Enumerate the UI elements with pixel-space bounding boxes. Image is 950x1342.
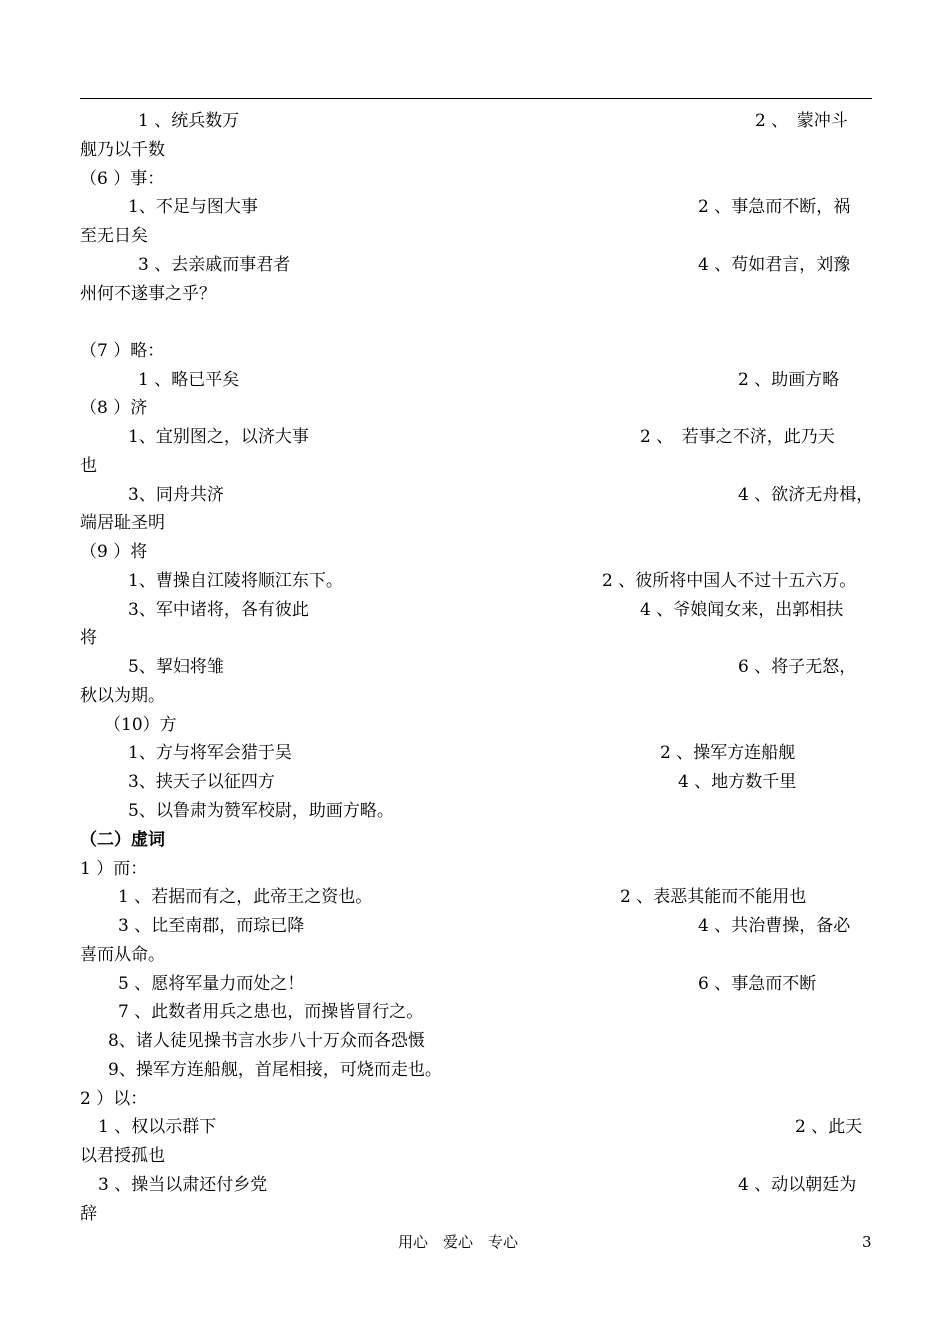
text-line: 也 xyxy=(80,456,97,476)
text-line: 以君授孤也 xyxy=(80,1146,165,1166)
section-heading: （8 ）济 xyxy=(80,398,148,418)
text-line: 2 、事急而不断，祸 xyxy=(698,197,851,217)
section-heading: （10）方 xyxy=(104,715,177,735)
text-line: 6 、事急而不断 xyxy=(698,974,817,994)
text-line: 端居耻圣明 xyxy=(80,513,165,533)
text-line: 1、宜别图之，以济大事 xyxy=(128,427,309,447)
text-line: 1、不足与图大事 xyxy=(128,197,258,217)
text-line: 2 、操军方连船舰 xyxy=(660,743,796,763)
text-line: 3、挟天子以征四方 xyxy=(128,772,275,792)
text-line: 5 、愿将军量力而处之！ xyxy=(118,974,305,994)
text-line: 秋以为期。 xyxy=(80,686,165,706)
text-line: 2 、 蒙冲斗 xyxy=(755,111,848,131)
text-line: 2 、表恶其能而不能用也 xyxy=(620,887,807,907)
text-line: 1 、若据而有之，此帝王之资也。 xyxy=(118,887,373,907)
text-line: 4 、苟如君言，刘豫 xyxy=(698,255,851,275)
section-heading: （二）虚词 xyxy=(80,830,165,850)
text-line: 舰乃以千数 xyxy=(80,140,165,160)
text-line: 将 xyxy=(80,628,97,648)
text-line: 3 、去亲戚而事君者 xyxy=(138,255,291,275)
footer-motto: 用心 爱心 专心 xyxy=(398,1233,519,1251)
section-heading: （6 ）事： xyxy=(80,169,165,189)
section-heading: （9 ）将 xyxy=(80,542,148,562)
text-line: 4 、地方数千里 xyxy=(678,772,797,792)
page-number: 3 xyxy=(862,1233,872,1251)
text-line: 2 、彼所将中国人不过十五六万。 xyxy=(602,571,857,591)
text-line: 9、操军方连船舰，首尾相接，可烧而走也。 xyxy=(108,1060,442,1080)
text-line: 8、诸人徒见操书言水步八十万众而各恐慑 xyxy=(108,1031,425,1051)
text-line: 1 、统兵数万 xyxy=(138,111,240,131)
text-line: 辞 xyxy=(80,1204,97,1224)
text-line: 5、以鲁肃为赞军校尉，助画方略。 xyxy=(128,801,394,821)
text-line: 2 、 若事之不济，此乃天 xyxy=(640,427,835,447)
text-line: 4 、爷娘闻女来，出郭相扶 xyxy=(640,600,844,620)
text-line: 5、挈妇将雏 xyxy=(128,657,224,677)
text-line: 喜而从命。 xyxy=(80,945,165,965)
text-line: 1、曹操自江陵将顺江东下。 xyxy=(128,571,343,591)
text-line: 1 、权以示群下 xyxy=(98,1117,217,1137)
text-line: 3、同舟共济 xyxy=(128,485,224,505)
section-heading: 1 ）而： xyxy=(80,859,148,879)
header-rule xyxy=(80,98,872,99)
text-line: 4 、欲济无舟楫， xyxy=(738,485,874,505)
text-line: 1、方与将军会猎于吴 xyxy=(128,743,292,763)
text-line: 7 、此数者用兵之患也，而操皆冒行之。 xyxy=(118,1002,424,1022)
section-heading: （7 ）略： xyxy=(80,341,165,361)
section-heading: 2 ）以： xyxy=(80,1089,148,1109)
text-line: 3、军中诸将，各有彼此 xyxy=(128,600,309,620)
text-line: 3 、比至南郡，而琮已降 xyxy=(118,916,305,936)
text-line: 至无日矣 xyxy=(80,226,148,246)
text-line: 4 、共治曹操，备必 xyxy=(698,916,851,936)
text-line: 3 、操当以肃还付乡党 xyxy=(98,1175,268,1195)
text-line: 州何不遂事之乎？ xyxy=(80,284,216,304)
text-line: 1 、略已平矣 xyxy=(138,370,240,390)
text-line: 2 、助画方略 xyxy=(738,370,840,390)
text-line: 4 、动以朝廷为 xyxy=(738,1175,857,1195)
text-line: 2 、此天 xyxy=(795,1117,863,1137)
text-line: 6 、将子无怒， xyxy=(738,657,857,677)
